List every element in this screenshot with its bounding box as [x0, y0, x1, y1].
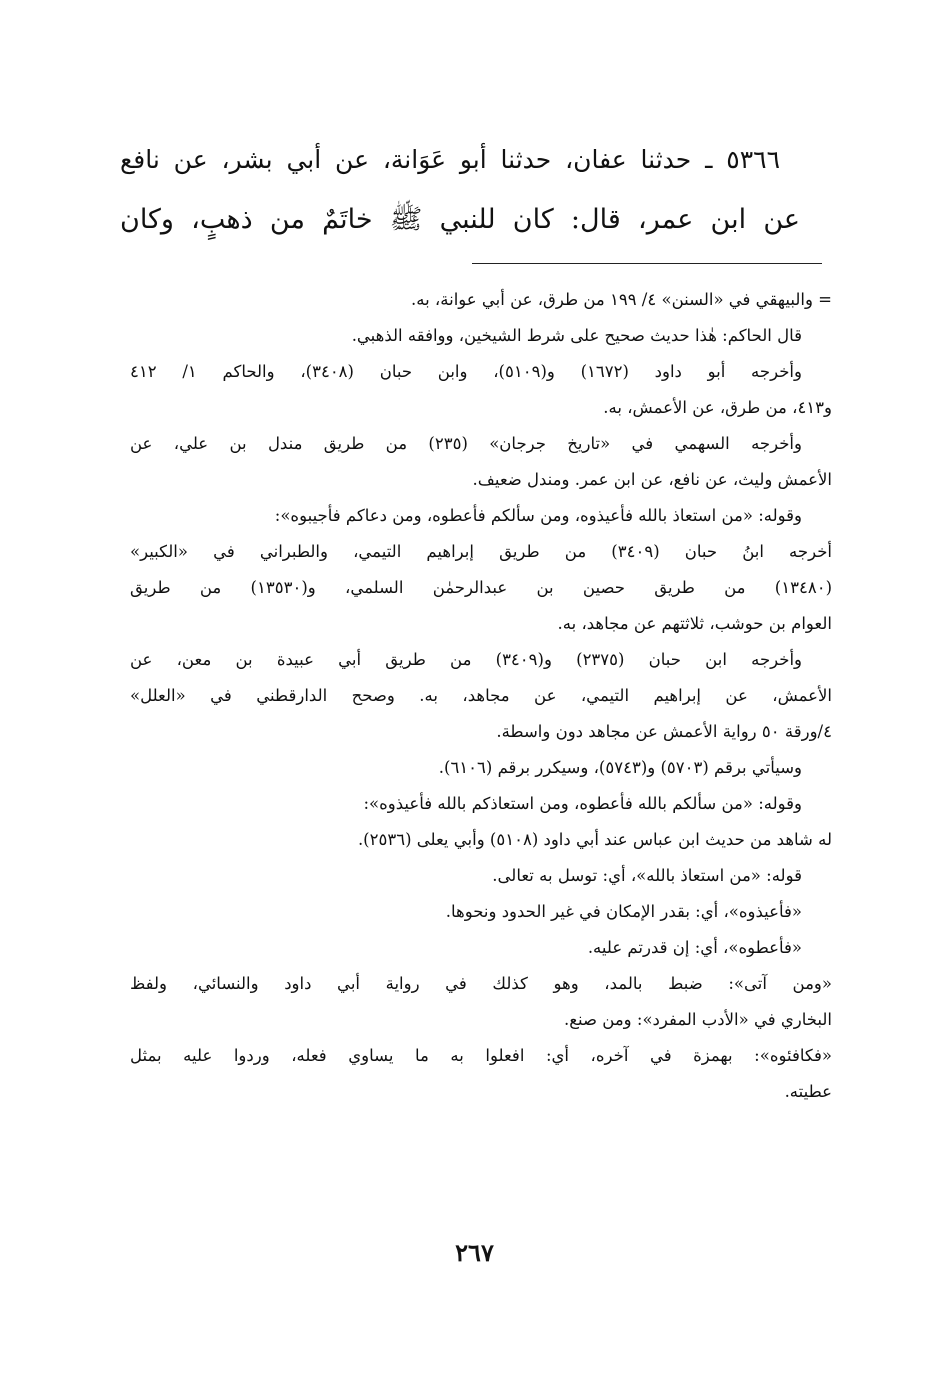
- main-text: [120, 130, 800, 250]
- footnote-line: عطيته.: [784, 1082, 832, 1101]
- footnote-paragraph: [130, 642, 832, 750]
- footnote-line: قال الحاكم: هٰذا حديث صحيح على شرط الشيخين، ووافقه الذهبي.: [351, 326, 802, 345]
- footnote-line: أخرجه ابنُ حبان (٣٤٠٩) من طريق إبراهيم التيمي، والطبراني في «الكبير»: [130, 542, 832, 561]
- footnote-line: الأعمش وليث، عن نافع، عن ابن عمر. ومندل ضعيف.: [472, 470, 832, 489]
- footnote-line: وقوله: «من استعاذ بالله فأعيذوه، ومن سألكم فأعطوه، ومن دعاكم فأجيبوه»:: [274, 506, 802, 525]
- footnote-line: قوله: «من استعاذ بالله»، أي: توسل به تعالى.: [492, 866, 802, 885]
- footnote-paragraph: [130, 822, 832, 858]
- footnote-paragraph: [130, 750, 832, 786]
- footnote-line: و٤١٣، من طرق، عن الأعمش، به.: [603, 398, 832, 417]
- footnote-divider: [472, 263, 822, 264]
- footnote-paragraph: [130, 858, 832, 894]
- footnote-line: له شاهد من حديث ابن عباس عند أبي داود (٥١٠٨) وأبي يعلى (٢٥٣٦).: [357, 830, 832, 849]
- footnote-paragraph: [130, 786, 832, 822]
- footnote-paragraph: [130, 318, 832, 354]
- main-text-line: ٥٣٦٦ ـ حدثنا عفان، حدثنا أبو عَوَانة، عن أبي بشر، عن نافع: [120, 145, 780, 174]
- footnote-line: «ومن آتى»: ضبط بالمد، وهو كذلك في رواية أبي داود والنسائي، ولفظ: [130, 974, 832, 993]
- footnote-line: البخاري في «الأدب المفرد»: ومن صنع.: [564, 1010, 832, 1029]
- footnote-paragraph: [130, 1038, 832, 1110]
- footnote-line: العوام بن حوشب، ثلاثتهم عن مجاهد، به.: [557, 614, 832, 633]
- footnote-line: = والبيهقي في «السنن» ٤/ ١٩٩ من طرق، عن أبي عوانة، به.: [411, 290, 832, 309]
- footnote-line: وأخرجه أبو داود (١٦٧٢) و(٥١٠٩)، وابن حبان (٣٤٠٨)، والحاكم ١/ ٤١٢: [130, 362, 802, 381]
- footnote-paragraph: [130, 894, 832, 930]
- footnote-paragraph: [130, 534, 832, 642]
- footnotes: [130, 282, 832, 1110]
- footnote-paragraph: [130, 966, 832, 1038]
- footnote-line: (١٣٤٨٠) من طريق حصين بن عبدالرحمٰن السلمي، و(١٣٥٣٠) من طريق: [130, 578, 832, 597]
- main-text-line: عن ابن عمر، قال: كان للنبي ﷺ خاتَمٌ من ذهبٍ، وكان: [120, 204, 800, 235]
- footnote-line: وقوله: «من سألكم بالله فأعطوه، ومن استعاذكم بالله فأعيذوه»:: [363, 794, 802, 813]
- footnote-line: ٤/ورقة ٥٠ رواية الأعمش عن مجاهد دون واسطة.: [496, 722, 832, 741]
- footnote-paragraph: [130, 930, 832, 966]
- footnote-line: «فأعيذوه»، أي: بقدر الإمكان في غير الحدود ونحوها.: [445, 902, 802, 921]
- footnote-paragraph: [130, 426, 832, 498]
- footnote-line: الأعمش، عن إبراهيم التيمي، عن مجاهد، به. وصحح الدارقطني في «العلل»: [130, 686, 832, 705]
- footnote-line: وأخرجه ابن حبان (٢٣٧٥) و(٣٤٠٩) من طريق أبي عبيدة بن معن، عن: [130, 650, 802, 669]
- page-number: ٢٦٧: [455, 1238, 494, 1267]
- footnote-paragraph: [130, 354, 832, 426]
- footnote-line: «فكافئوه»: بهمزة في آخره، أي: افعلوا به ما يساوي فعله، وردوا عليه بمثل: [130, 1046, 832, 1065]
- footnote-paragraph: [130, 498, 832, 534]
- footnote-line: وسيأتي برقم (٥٧٠٣) و(٥٧٤٣)، وسيكرر برقم (٦١٠٦).: [438, 758, 802, 777]
- footnote-paragraph: [130, 282, 832, 318]
- footnote-line: «فأعطوه»، أي: إن قدرتم عليه.: [587, 938, 802, 957]
- footnote-line: وأخرجه السهمي في «تاريخ جرجان» (٢٣٥) من طريق مندل بن علي، عن: [130, 434, 802, 453]
